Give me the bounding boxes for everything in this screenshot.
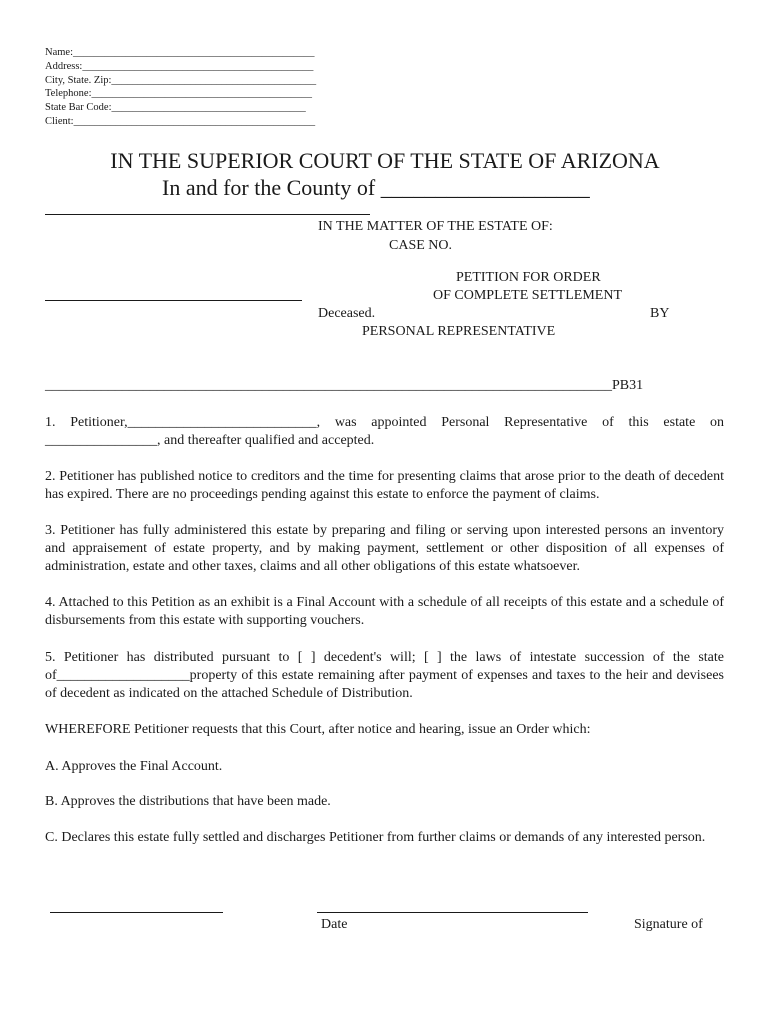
telephone-field[interactable]: Telephone:__________________________________________ — [45, 88, 312, 100]
request-a: A. Approves the Final Account. — [45, 759, 223, 774]
caption-top-rule — [45, 214, 370, 215]
request-b: B. Approves the distributions that have been made. — [45, 794, 331, 809]
state-bar-code-field[interactable]: State Bar Code:_____________________________________ — [45, 102, 306, 114]
county-line[interactable]: In and for the County of ___________________ — [162, 175, 590, 200]
date-label: Date — [321, 917, 348, 932]
request-c: C. Declares this estate fully settled and discharges Petitioner from further claims or demands of any interested person. — [45, 830, 706, 845]
case-number-label[interactable]: CASE NO. — [389, 238, 453, 253]
deceased-label: Deceased. — [318, 306, 376, 321]
decedent-name-line[interactable] — [45, 300, 302, 301]
signature-label: Signature of — [634, 917, 703, 932]
petition-title-line1: PETITION FOR ORDER — [456, 270, 601, 285]
date-line[interactable] — [50, 912, 223, 913]
attorney-info-block — [45, 46, 316, 129]
paragraph-1-appointment: 1. Petitioner,___________________________, was appointed Personal Representative of this estate on ________________, and thereafter qualified and accepted. — [45, 415, 724, 448]
form-number-line: _________________________________________________________________________________PB31 — [45, 378, 644, 393]
by-label: BY — [650, 306, 670, 321]
wherefore-clause: WHEREFORE Petitioner requests that this Court, after notice and hearing, issue an Order which: — [45, 722, 591, 737]
city-state-zip-field[interactable]: City, State. Zip:_______________________________________ — [45, 74, 317, 86]
address-field[interactable]: Address:____________________________________________ — [45, 60, 314, 72]
paragraph-4-final-account: 4. Attached to this Petition as an exhibit is a Final Account with a schedule of all receipts of this estate and a schedule of disbursements from this estate with supporting vouchers. — [45, 595, 724, 628]
client-field[interactable]: Client:______________________________________________ — [45, 115, 316, 127]
paragraph-5-distribution: 5. Petitioner has distributed pursuant to [ ] decedent's will; [ ] the laws of intestate succession of the state of___________________property of this estate remaining after payment of expenses and taxes to the heir and devisees of decedent as indicated on the attached Schedule of Distribution. — [45, 650, 724, 701]
court-title: IN THE SUPERIOR COURT OF THE STATE OF ARIZONA — [110, 148, 660, 173]
personal-representative-label: PERSONAL REPRESENTATIVE — [362, 324, 556, 339]
estate-matter-heading: IN THE MATTER OF THE ESTATE OF: — [318, 219, 553, 234]
paragraph-2-notice: 2. Petitioner has published notice to creditors and the time for presenting claims that arose prior to the death of decedent has expired. There are no proceedings pending against this estate to enforce the payment of claims. — [45, 469, 724, 502]
paragraph-3-administration: 3. Petitioner has fully administered this estate by preparing and filing or serving upon interested persons an inventory and appraisement of estate property, and by making payment, settlement or other disposition of all expenses of administration, estate and other taxes, claims and all other obligations of this estate whatsoever. — [45, 523, 724, 574]
name-field[interactable]: Name:______________________________________________ — [45, 47, 315, 58]
signature-line[interactable] — [317, 912, 588, 913]
petition-title-line2: OF COMPLETE SETTLEMENT — [433, 288, 622, 303]
